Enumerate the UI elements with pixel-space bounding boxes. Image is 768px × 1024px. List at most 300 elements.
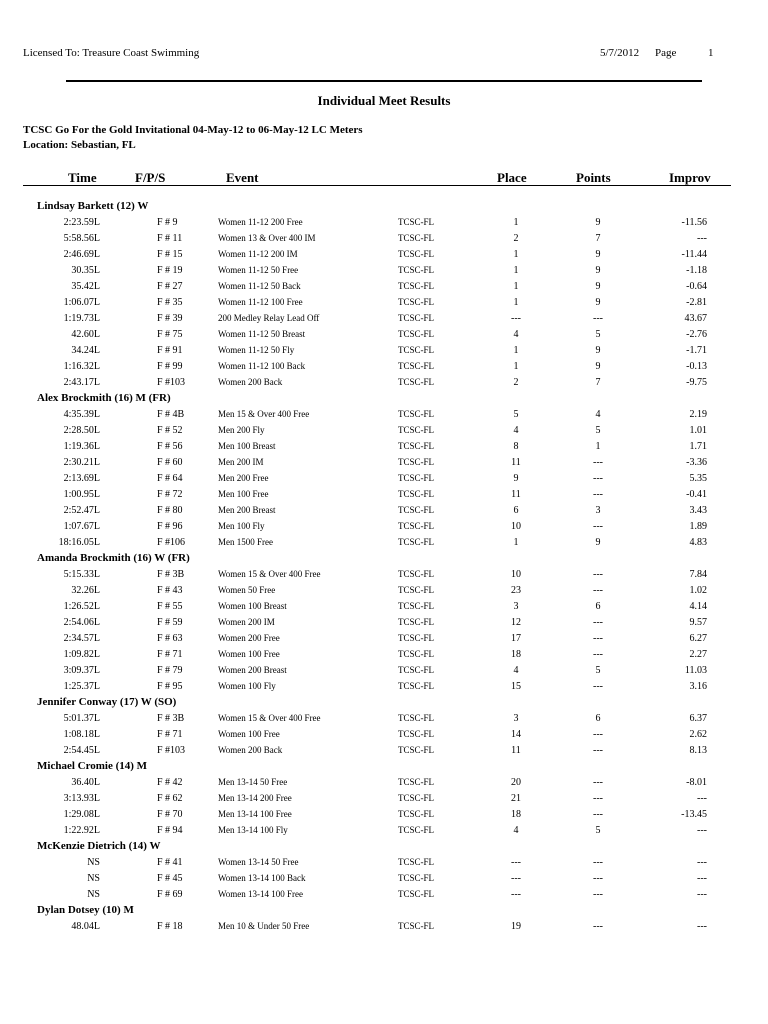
- result-event: Men 1500 Free: [218, 537, 273, 547]
- result-place: 2: [513, 233, 519, 244]
- result-event: Men 100 Breast: [218, 441, 276, 451]
- result-row: [0, 503, 768, 519]
- result-improv: 1.02: [689, 585, 707, 596]
- swimmer-header: [0, 695, 768, 711]
- result-team: TCSC-FL: [398, 569, 435, 579]
- result-points: 6: [595, 713, 601, 724]
- swimmer-name: Jennifer Conway (17) W (SO): [37, 696, 177, 708]
- result-fps: F # 45: [157, 873, 183, 884]
- swimmer-header: [0, 903, 768, 919]
- result-place: 1: [513, 281, 519, 292]
- result-points: ---: [593, 793, 603, 804]
- result-team: TCSC-FL: [398, 825, 435, 835]
- result-fps: F # 63: [157, 633, 183, 644]
- result-row: [0, 295, 768, 311]
- result-improv: ---: [697, 857, 707, 868]
- result-row: [0, 599, 768, 615]
- result-place: 18: [511, 809, 521, 820]
- result-fps: F # 70: [157, 809, 183, 820]
- result-time: 1:26.52L: [63, 601, 100, 612]
- result-place: 1: [513, 537, 519, 548]
- result-points: 6: [595, 601, 601, 612]
- result-time: NS: [87, 889, 100, 900]
- meet-name: TCSC Go For the Gold Invitational 04-May-12 to 06-May-12 LC Meters: [23, 124, 363, 136]
- result-row: [0, 919, 768, 935]
- result-fps: F # 27: [157, 281, 183, 292]
- result-time: 2:34.57L: [63, 633, 100, 644]
- result-points: ---: [593, 873, 603, 884]
- result-points: 7: [595, 233, 601, 244]
- result-points: 9: [595, 361, 601, 372]
- result-fps: F # 43: [157, 585, 183, 596]
- result-fps: F # 99: [157, 361, 183, 372]
- result-points: 9: [595, 345, 601, 356]
- result-fps: F # 71: [157, 649, 183, 660]
- result-place: 1: [513, 361, 519, 372]
- result-place: 20: [511, 777, 521, 788]
- result-time: 18:16.05L: [58, 537, 100, 548]
- result-time: 1:22.92L: [63, 825, 100, 836]
- result-row: [0, 327, 768, 343]
- result-event: Women 13-14 50 Free: [218, 857, 299, 867]
- result-time: 2:46.69L: [63, 249, 100, 260]
- result-time: NS: [87, 873, 100, 884]
- result-row: [0, 567, 768, 583]
- result-event: Men 100 Free: [218, 489, 269, 499]
- result-points: 9: [595, 217, 601, 228]
- result-event: Women 200 IM: [218, 617, 275, 627]
- result-fps: F # 75: [157, 329, 183, 340]
- result-team: TCSC-FL: [398, 249, 435, 259]
- result-improv: ---: [697, 873, 707, 884]
- result-time: 1:07.67L: [63, 521, 100, 532]
- result-improv: 3.16: [689, 681, 707, 692]
- result-time: 3:09.37L: [63, 665, 100, 676]
- result-place: 2: [513, 377, 519, 388]
- result-time: 36.40L: [71, 777, 100, 788]
- result-improv: -2.76: [686, 329, 707, 340]
- result-place: 1: [513, 265, 519, 276]
- result-improv: 1.71: [689, 441, 707, 452]
- result-time: 2:54.45L: [63, 745, 100, 756]
- result-event: Men 200 IM: [218, 457, 264, 467]
- result-team: TCSC-FL: [398, 281, 435, 291]
- result-row: [0, 471, 768, 487]
- result-row: [0, 263, 768, 279]
- result-improv: ---: [697, 233, 707, 244]
- result-time: 4:35.39L: [63, 409, 100, 420]
- result-place: 11: [511, 457, 521, 468]
- result-fps: F # 64: [157, 473, 183, 484]
- result-place: 19: [511, 921, 521, 932]
- result-points: ---: [593, 585, 603, 596]
- result-event: Men 13-14 50 Free: [218, 777, 288, 787]
- result-team: TCSC-FL: [398, 601, 435, 611]
- swimmer-header: [0, 839, 768, 855]
- result-place: 1: [513, 345, 519, 356]
- result-team: TCSC-FL: [398, 489, 435, 499]
- result-points: 9: [595, 297, 601, 308]
- result-time: 2:23.59L: [63, 217, 100, 228]
- swimmer-header: [0, 199, 768, 215]
- result-improv: 9.57: [689, 617, 707, 628]
- result-team: TCSC-FL: [398, 329, 435, 339]
- result-points: ---: [593, 473, 603, 484]
- result-points: 4: [595, 409, 601, 420]
- result-row: [0, 631, 768, 647]
- result-points: ---: [593, 889, 603, 900]
- result-event: Men 200 Breast: [218, 505, 276, 515]
- result-improv: 6.27: [689, 633, 707, 644]
- result-team: TCSC-FL: [398, 457, 435, 467]
- result-event: Women 11-12 50 Breast: [218, 329, 306, 339]
- result-place: 4: [513, 665, 519, 676]
- result-row: [0, 535, 768, 551]
- result-row: [0, 647, 768, 663]
- result-fps: F # 55: [157, 601, 183, 612]
- result-fps: F # 52: [157, 425, 183, 436]
- result-points: ---: [593, 489, 603, 500]
- results-list: [0, 199, 768, 935]
- result-improv: 11.03: [684, 665, 707, 676]
- result-fps: F #106: [157, 537, 186, 548]
- result-points: ---: [593, 745, 603, 756]
- result-team: TCSC-FL: [398, 793, 435, 803]
- result-event: Women 100 Free: [218, 649, 280, 659]
- result-improv: -2.81: [686, 297, 707, 308]
- result-fps: F # 91: [157, 345, 183, 356]
- result-improv: 2.27: [689, 649, 707, 660]
- result-row: [0, 231, 768, 247]
- result-team: TCSC-FL: [398, 473, 435, 483]
- result-team: TCSC-FL: [398, 217, 435, 227]
- result-row: [0, 375, 768, 391]
- result-event: Women 200 Free: [218, 633, 280, 643]
- page-number: 1: [708, 47, 714, 59]
- result-points: 3: [595, 505, 601, 516]
- result-improv: 4.14: [689, 601, 707, 612]
- result-improv: 6.37: [689, 713, 707, 724]
- result-fps: F #103: [157, 377, 186, 388]
- result-row: [0, 215, 768, 231]
- result-fps: F # 9: [157, 217, 178, 228]
- swimmer-header: [0, 551, 768, 567]
- result-team: TCSC-FL: [398, 441, 435, 451]
- result-event: Women 11-12 50 Fly: [218, 345, 295, 355]
- result-points: ---: [593, 521, 603, 532]
- result-improv: 3.43: [689, 505, 707, 516]
- result-team: TCSC-FL: [398, 809, 435, 819]
- result-time: 1:25.37L: [63, 681, 100, 692]
- page-label: Page: [655, 47, 677, 59]
- result-row: [0, 791, 768, 807]
- result-time: 2:30.21L: [63, 457, 100, 468]
- swimmer-header: [0, 759, 768, 775]
- result-time: NS: [87, 857, 100, 868]
- result-time: 3:13.93L: [63, 793, 100, 804]
- result-improv: 43.67: [684, 313, 707, 324]
- result-time: 34.24L: [71, 345, 100, 356]
- report-date: 5/7/2012: [600, 47, 640, 59]
- result-time: 1:29.08L: [63, 809, 100, 820]
- result-row: [0, 455, 768, 471]
- result-event: Women 15 & Over 400 Free: [218, 569, 321, 579]
- result-time: 5:15.33L: [63, 569, 100, 580]
- col-points: Points: [576, 170, 611, 185]
- result-team: TCSC-FL: [398, 265, 435, 275]
- result-time: 2:54.06L: [63, 617, 100, 628]
- result-event: Women 11-12 50 Free: [218, 265, 299, 275]
- result-time: 30.35L: [71, 265, 100, 276]
- result-row: [0, 247, 768, 263]
- result-place: 6: [513, 505, 519, 516]
- result-time: 5:01.37L: [63, 713, 100, 724]
- result-team: TCSC-FL: [398, 729, 435, 739]
- result-event: Women 13-14 100 Back: [218, 873, 306, 883]
- result-place: 3: [513, 713, 519, 724]
- swimmer-name: McKenzie Dietrich (14) W: [37, 840, 161, 852]
- result-place: 1: [513, 249, 519, 260]
- result-place: ---: [511, 857, 521, 868]
- result-place: 12: [511, 617, 521, 628]
- result-fps: F # 41: [157, 857, 183, 868]
- result-improv: 2.62: [689, 729, 707, 740]
- result-points: ---: [593, 681, 603, 692]
- result-place: 14: [511, 729, 521, 740]
- result-improv: 4.83: [689, 537, 707, 548]
- header-rule: [66, 80, 702, 82]
- result-team: TCSC-FL: [398, 873, 435, 883]
- result-improv: -1.18: [686, 265, 707, 276]
- result-points: 5: [595, 329, 601, 340]
- result-fps: F # 79: [157, 665, 183, 676]
- result-improv: ---: [697, 921, 707, 932]
- result-place: 15: [511, 681, 521, 692]
- result-points: ---: [593, 857, 603, 868]
- result-team: TCSC-FL: [398, 313, 435, 323]
- result-team: TCSC-FL: [398, 585, 435, 595]
- result-event: Men 13-14 100 Fly: [218, 825, 288, 835]
- result-place: 9: [513, 473, 519, 484]
- result-event: Men 200 Fly: [218, 425, 265, 435]
- result-fps: F # 18: [157, 921, 183, 932]
- result-place: 8: [513, 441, 519, 452]
- result-team: TCSC-FL: [398, 617, 435, 627]
- result-improv: ---: [697, 889, 707, 900]
- result-points: ---: [593, 457, 603, 468]
- result-team: TCSC-FL: [398, 857, 435, 867]
- swimmer-header: [0, 391, 768, 407]
- result-event: 200 Medley Relay Lead Off: [218, 313, 320, 323]
- result-team: TCSC-FL: [398, 681, 435, 691]
- result-place: 4: [513, 825, 519, 836]
- result-row: [0, 743, 768, 759]
- swimmer-name: Amanda Brockmith (16) W (FR): [37, 552, 190, 564]
- result-place: 1: [513, 217, 519, 228]
- result-row: [0, 311, 768, 327]
- result-row: [0, 615, 768, 631]
- result-time: 2:28.50L: [63, 425, 100, 436]
- result-fps: F # 15: [157, 249, 183, 260]
- result-team: TCSC-FL: [398, 713, 435, 723]
- result-improv: 2.19: [689, 409, 707, 420]
- col-event: Event: [226, 170, 259, 185]
- result-event: Men 200 Free: [218, 473, 269, 483]
- result-team: TCSC-FL: [398, 633, 435, 643]
- result-team: TCSC-FL: [398, 377, 435, 387]
- result-fps: F # 3B: [157, 713, 185, 724]
- result-fps: F # 4B: [157, 409, 185, 420]
- result-improv: -11.44: [681, 249, 707, 260]
- result-time: 1:06.07L: [63, 297, 100, 308]
- result-fps: F # 35: [157, 297, 183, 308]
- result-row: [0, 359, 768, 375]
- result-improv: -0.41: [686, 489, 707, 500]
- result-points: ---: [593, 569, 603, 580]
- result-points: 9: [595, 537, 601, 548]
- result-place: 11: [511, 489, 521, 500]
- result-row: [0, 711, 768, 727]
- result-points: 5: [595, 825, 601, 836]
- result-place: 21: [511, 793, 521, 804]
- result-time: 5:58.56L: [63, 233, 100, 244]
- result-team: TCSC-FL: [398, 889, 435, 899]
- result-improv: -3.36: [686, 457, 707, 468]
- result-fps: F # 60: [157, 457, 183, 468]
- result-improv: ---: [697, 825, 707, 836]
- result-improv: 8.13: [689, 745, 707, 756]
- result-points: ---: [593, 313, 603, 324]
- result-event: Women 100 Free: [218, 729, 280, 739]
- result-fps: F # 11: [157, 233, 183, 244]
- result-place: 1: [513, 297, 519, 308]
- result-improv: 1.89: [689, 521, 707, 532]
- result-points: ---: [593, 649, 603, 660]
- result-team: TCSC-FL: [398, 425, 435, 435]
- meet-location: Location: Sebastian, FL: [23, 139, 136, 151]
- result-improv: 1.01: [689, 425, 707, 436]
- result-event: Women 100 Breast: [218, 601, 287, 611]
- result-event: Women 11-12 200 Free: [218, 217, 303, 227]
- result-points: 7: [595, 377, 601, 388]
- result-fps: F # 19: [157, 265, 183, 276]
- result-row: [0, 871, 768, 887]
- result-fps: F # 39: [157, 313, 183, 324]
- column-header-rule: [23, 185, 731, 186]
- result-row: [0, 855, 768, 871]
- result-improv: -0.64: [686, 281, 707, 292]
- result-team: TCSC-FL: [398, 505, 435, 515]
- result-event: Women 13-14 100 Free: [218, 889, 304, 899]
- col-improv: Improv: [669, 170, 711, 185]
- result-points: ---: [593, 617, 603, 628]
- result-event: Men 15 & Over 400 Free: [218, 409, 310, 419]
- result-row: [0, 727, 768, 743]
- result-points: ---: [593, 729, 603, 740]
- result-time: 35.42L: [71, 281, 100, 292]
- result-event: Women 100 Fly: [218, 681, 276, 691]
- result-event: Women 50 Free: [218, 585, 276, 595]
- result-fps: F # 94: [157, 825, 183, 836]
- result-place: 4: [513, 425, 519, 436]
- result-place: 10: [511, 521, 521, 532]
- col-place: Place: [497, 170, 527, 185]
- result-points: ---: [593, 809, 603, 820]
- result-place: 17: [511, 633, 521, 644]
- result-fps: F # 95: [157, 681, 183, 692]
- result-place: 18: [511, 649, 521, 660]
- result-improv: -13.45: [681, 809, 707, 820]
- result-team: TCSC-FL: [398, 649, 435, 659]
- result-row: [0, 487, 768, 503]
- result-row: [0, 679, 768, 695]
- result-row: [0, 823, 768, 839]
- result-team: TCSC-FL: [398, 409, 435, 419]
- result-row: [0, 807, 768, 823]
- result-time: 1:09.82L: [63, 649, 100, 660]
- result-team: TCSC-FL: [398, 665, 435, 675]
- result-team: TCSC-FL: [398, 521, 435, 531]
- result-improv: -11.56: [681, 217, 707, 228]
- result-time: 1:00.95L: [63, 489, 100, 500]
- result-event: Women 11-12 100 Free: [218, 297, 303, 307]
- result-event: Women 200 Breast: [218, 665, 287, 675]
- result-row: [0, 407, 768, 423]
- result-points: 1: [595, 441, 601, 452]
- col-fps: F/P/S: [135, 170, 166, 185]
- result-event: Women 11-12 200 IM: [218, 249, 298, 259]
- result-points: 9: [595, 281, 601, 292]
- result-row: [0, 519, 768, 535]
- result-place: 3: [513, 601, 519, 612]
- swimmer-name: Dylan Dotsey (10) M: [37, 904, 134, 916]
- result-time: 1:19.36L: [63, 441, 100, 452]
- col-time: Time: [68, 170, 97, 185]
- result-row: [0, 439, 768, 455]
- result-points: ---: [593, 921, 603, 932]
- swimmer-name: Lindsay Barkett (12) W: [37, 200, 149, 212]
- result-team: TCSC-FL: [398, 233, 435, 243]
- result-team: TCSC-FL: [398, 921, 435, 931]
- result-time: 42.60L: [71, 329, 100, 340]
- result-fps: F # 69: [157, 889, 183, 900]
- result-points: 9: [595, 249, 601, 260]
- result-fps: F # 42: [157, 777, 183, 788]
- result-event: Women 11-12 50 Back: [218, 281, 301, 291]
- result-improv: 5.35: [689, 473, 707, 484]
- result-event: Men 10 & Under 50 Free: [218, 921, 310, 931]
- result-points: 9: [595, 265, 601, 276]
- result-improv: ---: [697, 793, 707, 804]
- result-time: 32.26L: [71, 585, 100, 596]
- result-place: 10: [511, 569, 521, 580]
- result-fps: F # 72: [157, 489, 183, 500]
- result-improv: -9.75: [686, 377, 707, 388]
- result-fps: F #103: [157, 745, 186, 756]
- result-time: 2:13.69L: [63, 473, 100, 484]
- result-place: ---: [511, 889, 521, 900]
- result-fps: F # 56: [157, 441, 183, 452]
- result-team: TCSC-FL: [398, 537, 435, 547]
- result-place: ---: [511, 313, 521, 324]
- page-title: Individual Meet Results: [317, 93, 451, 108]
- result-time: 2:52.47L: [63, 505, 100, 516]
- result-team: TCSC-FL: [398, 361, 435, 371]
- result-team: TCSC-FL: [398, 345, 435, 355]
- result-row: [0, 423, 768, 439]
- result-row: [0, 343, 768, 359]
- result-fps: F # 59: [157, 617, 183, 628]
